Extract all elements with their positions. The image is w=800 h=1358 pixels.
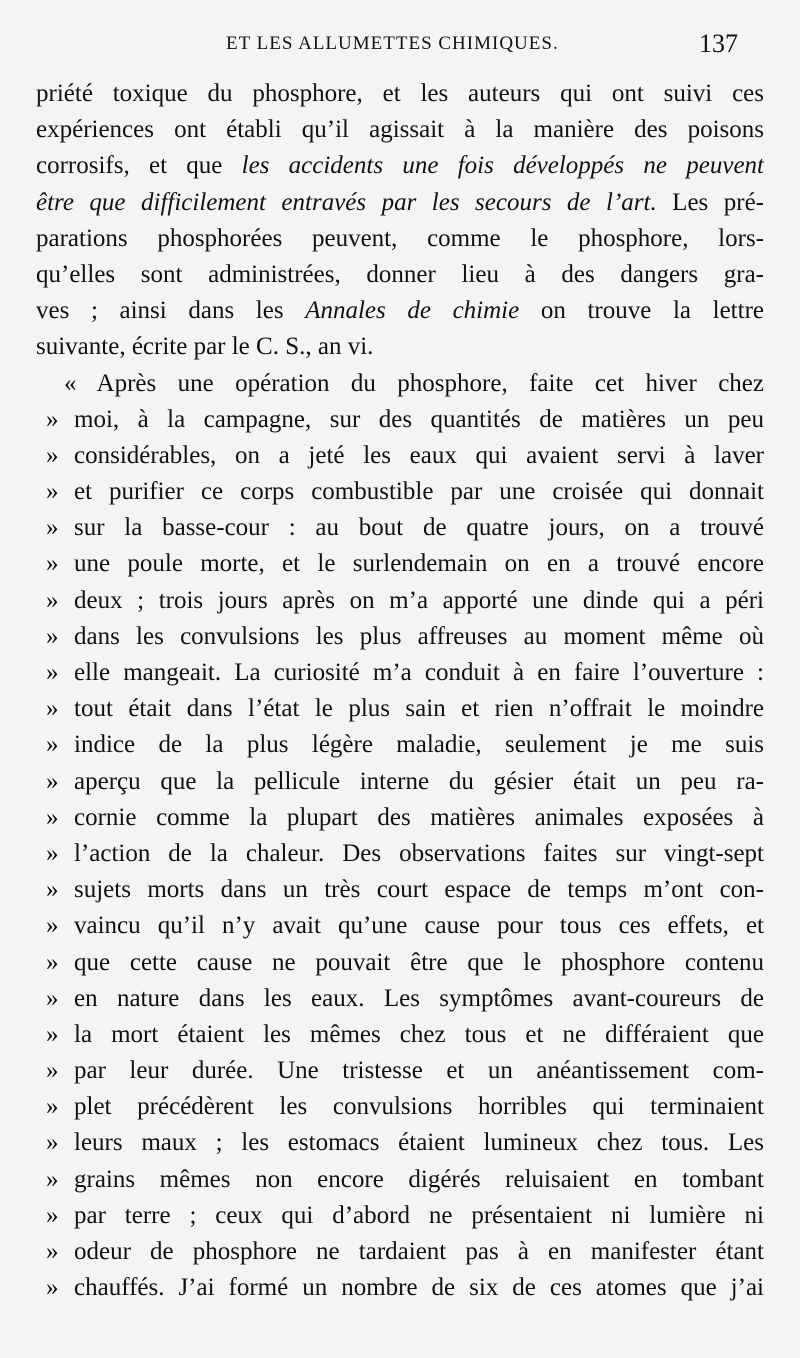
italic-text: Annales de chimie (305, 297, 520, 325)
italic-text: être que difficilement entravés par les secours de l’art. (36, 188, 657, 216)
quote-line: » que cette cause ne pouvait être que le phosphore contenu (46, 948, 764, 976)
text-line: ves ; ainsi dans les Annales de chimie on trouve la lettre (36, 297, 764, 325)
text-line: être que difficilement entravés par les secours de l’art. Les pré- (36, 188, 764, 216)
quote-line: » aperçu que la pellicule interne du gésier était un peu ra- (46, 767, 764, 795)
quote-line: » considérables, on a jeté les eaux qui avaient servi à laver (46, 441, 764, 469)
quote-line: » moi, à la campagne, sur des quantités de matières un peu (46, 405, 764, 433)
quote-line: » sur la basse-cour : au bout de quatre jours, on a trouvé (46, 514, 764, 542)
text-line: expériences ont établi qu’il agissait à la manière des poisons (36, 116, 764, 144)
quote-line: » par terre ; ceux qui d’abord ne présentaient ni lumière ni (46, 1201, 764, 1229)
quote-line: » chauffés. J’ai formé un nombre de six de ces atomes que j’ai (46, 1274, 764, 1302)
text-line: priété toxique du phosphore, et les auteurs qui ont suivi ces (36, 80, 764, 107)
page-number: 137 (699, 29, 738, 58)
quote-line: » l’action de la chaleur. Des observations faites sur vingt-sept (46, 839, 764, 867)
quote-line: » tout était dans l’état le plus sain et rien n’offrait le moindre (46, 695, 764, 723)
quote-line: » dans les convulsions les plus affreuses au moment même où (46, 622, 764, 650)
quote-line: » odeur de phosphore ne tardaient pas à en manifester étant (46, 1238, 764, 1265)
quote-line: » deux ; trois jours après on m’a apporté une dinde qui a péri (46, 586, 764, 614)
quote-line: » elle mangeait. La curiosité m’a conduit à en faire l’ouverture : (46, 659, 764, 686)
quote-line: » plet précédèrent les convulsions horribles qui terminaient (46, 1093, 764, 1121)
quote-line: » par leur durée. Une tristesse et un anéantissement com- (46, 1057, 764, 1085)
quote-line: » et purifier ce corps combustible par une croisée qui donnait (46, 478, 764, 506)
text-line: parations phosphorées peuvent, comme le phosphore, lors- (36, 224, 764, 252)
quote-line: » vaincu qu’il n’y avait qu’une cause pour tous ces effets, et (46, 912, 764, 940)
text-line: corrosifs, et que les accidents une fois développés ne peuvent (36, 152, 764, 180)
quote-line: » en nature dans les eaux. Les symptômes avant-coureurs de (46, 984, 764, 1012)
quote-line: » sujets morts dans un très court espace de temps m’ont con- (46, 876, 764, 904)
italic-text: les accidents une fois développés ne peuvent (241, 152, 764, 180)
running-title: ET LES ALLUMETTES CHIMIQUES. (226, 33, 559, 54)
text-line: suivante, écrite par le C. S., an vi. (36, 333, 374, 361)
quote-line: » une poule morte, et le surlendemain on en a trouvé encore (46, 550, 764, 578)
text-line: qu’elles sont administrées, donner lieu à des dangers gra- (36, 260, 764, 288)
quote-line: » indice de la plus légère maladie, seulement je me suis (46, 731, 764, 759)
quote-line: » leurs maux ; les estomacs étaient lumineux chez tous. Les (46, 1129, 764, 1157)
quote-line: » grains mêmes non encore digérés reluisaient en tombant (46, 1165, 764, 1193)
text-line: « Après une opération du phosphore, faite cet hiver chez (64, 369, 764, 397)
page-header (0, 29, 800, 67)
page-body (36, 76, 764, 1306)
quote-line: » cornie comme la plupart des matières animales exposées à (46, 803, 764, 831)
quote-line: » la mort étaient les mêmes chez tous et ne différaient que (46, 1020, 764, 1048)
